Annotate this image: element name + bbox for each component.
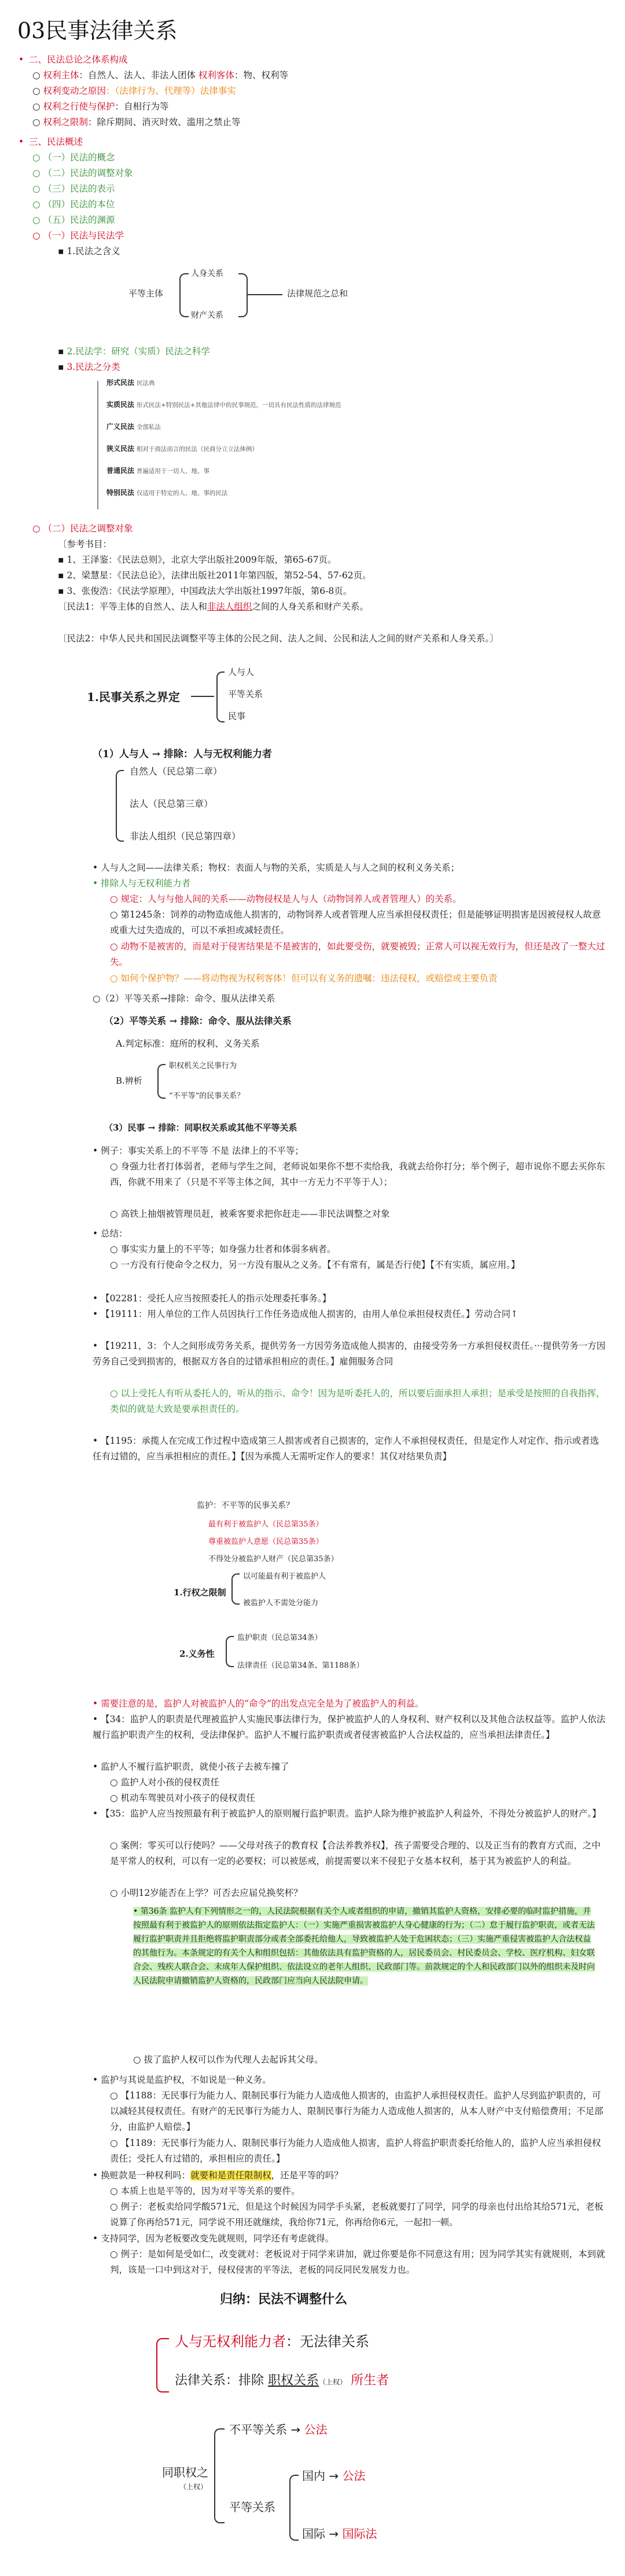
bullet-2c: ○ 动物不是被害的，而是对于侵害结果是不是被害的，如此要受伤，就要被毁；正常人可以视无效行为，但还是改了一整大过失。 (110, 941, 605, 967)
guardian-g1: 1.行权之限制 (174, 1587, 226, 1598)
cls-value: 形式民法+特别民法+其他法律中的民事规范，一切具有民法性质的法律规范 (136, 402, 341, 409)
definition-diagram (87, 265, 411, 335)
cls-value: 相对于商法而言的民法（民商分立立法体例） (136, 446, 258, 453)
hw2e: 所生者 (351, 2373, 389, 2388)
equal-subject-label: 平等主体 (128, 288, 164, 299)
hw3s: （上权） (179, 2483, 208, 2491)
summary-heading: • 总结： (93, 1228, 128, 1239)
hw7b: 国际法 (342, 2527, 377, 2541)
guardian-map (174, 1499, 521, 1685)
guardian-a: 最有利于被监护人（民总第35条） (208, 1520, 323, 1529)
ref-label: 〔参考书目： (58, 539, 112, 549)
criteria-B (116, 1059, 359, 1106)
criteria-B2: “不平等”的民事关系？ (169, 1092, 245, 1100)
s3-subheading: ○ （一）民法与民法学 (32, 230, 124, 241)
s3-item-1: ○ （一）民法的概念 (32, 152, 115, 163)
s3-item-3: ○ （三）民法的表示 (32, 184, 115, 194)
summary-title: 归纳：民法不调整什么 (220, 2292, 348, 2307)
s3-item-5: ○ （五）民法的渊源 (32, 215, 115, 225)
guardian-p3b: ○ 机动车驾驶员对小孩子的侵权责任 (110, 1793, 255, 1803)
rel2-heading: （2）平等关系 → 排除：命令、服从法律关系 (104, 1015, 292, 1026)
ref-3: ▪ 3、张俊浩：《民法学原理》，中国政法大学出版社1997年版，第6-8页。 (58, 586, 352, 596)
s2-item-3: ○ 权利之行使与保护：自相行为等 (32, 101, 169, 112)
hw7a: 国际 (302, 2527, 325, 2541)
subjects-list (116, 764, 324, 851)
connector-line (248, 294, 282, 295)
hw1b: ：无法律关系 (286, 2333, 369, 2350)
s3-item-4: ○ （四）民法的本位 (32, 199, 115, 210)
rel1-heading: （1）人与人 → 排除：人与无权利能力者 (93, 748, 272, 760)
s3-n3: ▪ 3.民法之分类 (58, 362, 120, 372)
guardian-p9: • 监护与其说是监护权，不如说是一种义务。 (93, 2075, 271, 2085)
criteria-B-label: B.辨析 (116, 1076, 142, 1086)
criteria-A: A.判定标准：庭所的权利、义务关系 (116, 1039, 260, 1049)
cls-key: 狭义民法 (106, 445, 135, 453)
guardian-g2b: 法律责任（民总第34条、第1188条） (237, 1661, 364, 1670)
guardian-p8: ○ 拔了监护人权可以作为代理人去起诉其父母。 (133, 2054, 323, 2065)
section-2-heading: • 二、民法总论之体系构成 (19, 54, 128, 65)
s2-item-1: ○ 权利主体：自然人、法人、非法人团体 权利客体：物、权利等 (32, 70, 288, 80)
summary-2: ○ 一方没有行使命令之权力，另一方没有服从之义务。【不有常有，属是否行使】【不有实质，属应用。】 (110, 1260, 520, 1270)
guardian-g1a: 以可能最有利于被监护人 (243, 1572, 326, 1581)
guardian-p5: ○ 案例：零买可以行使吗？——父母对孩子的教育权【合法养教养权】，孩子需要受合理的、以及正当有的教育方式而，之中是平常人的权利，可以有一定的必要权；可以被惩戒，前提需要以来不侵犯子女基本权利，基于其为被监护人的利益。 (110, 1840, 601, 1866)
adj-heading: ○ （二）民法之调整对象 (32, 523, 133, 534)
cls-value: 仅适用于特定的人、地、事的民法 (136, 490, 228, 497)
section-3-heading: • 三、民法概述 (19, 137, 83, 147)
hw2d: （上权） (319, 2378, 347, 2386)
summary-1: ○ 事实实力量上的不平等；如身强力壮者和体弱多病者。 (110, 1244, 336, 1254)
guardian-question: 监护：不平等的民事关系？ (197, 1501, 294, 1510)
hw5: 平等关系 (229, 2500, 275, 2514)
guardian-p3a: ○ 监护人对小孩的侵权责任 (110, 1777, 219, 1788)
guardian-p10: ○ 【1188：无民事行为能力人、限制民事行为能力人造成他人损害的，由监护人承担侵权责任。监护人尽到监护职责的，可以减轻其侵权责任。有财产的无民事行为能力人、限制民事行为能力人造成他人损害的，从本人财产中支付赔偿费用；不足部分，由监护人赔偿。】 (110, 2090, 604, 2132)
bullet-2d: ○ 如何个保护物？——将动物视为权利客体！但可以有义务的遗嘱：违法侵权，或赔偿或主要负责 (110, 973, 498, 984)
s3-n1: ▪ 1.民法之含义 (58, 246, 120, 256)
bullet-2a: ○ 规定：人与与他人间的关系——动物侵权是人与人（动物饲养人或者管理人）的关系。 (110, 894, 462, 904)
hw6b: 公法 (342, 2469, 366, 2483)
guardian-p11: ○ 【1189：无民事行为能力人、限制民事行为能力人造成他人损害，监护人将监护职责委托给他人的，监护人应当承担侵权责任；受托人有过错的，承担相应的责任。】 (110, 2138, 601, 2164)
cls-key: 特别民法 (106, 489, 135, 497)
hw3: 同职权之 (162, 2465, 208, 2479)
guardian-p4: • 【35：监护人应当按照最有利于被监护人的原则履行监护职责。监护人除为维护被监护人利益外，不得处分被监护人的财产。】 (93, 1808, 601, 1819)
example-heading: • 例子：事实关系上的不平等 不是 法律上的不平等； (93, 1146, 304, 1156)
guardian-p6: ○ 小明12岁能否在上学？可否去应届兑换奖杯？ (110, 1888, 303, 1898)
bullet-1: • 人与人之间——法律关系；物权：表面人与物的关系，实质是人与人之间的权利义务关系； (93, 863, 460, 873)
summary-diagram: 人与无权利能力者：无法律关系 法律关系：排除 职权关系（上权） 所生者 同职权之 （上权） 不平等关系 → 公法 平等关系 国内 → 公法 国际 → 国际法 (145, 2330, 608, 2573)
hw2a: 法律关系： (175, 2373, 239, 2388)
example-1: ○ 身强力壮者打体弱者，老师与学生之间，老师说如果你不想不卖给我，我就去给你打分；举个例子，超市说你不愿去买你东西，你就不用来了（只是不平等主体之间，其中一方无力不平等于人）； (110, 1161, 605, 1187)
brace-right (238, 273, 248, 317)
clause-5: • 【1195：承揽人在完成工作过程中造成第三人损害或者自己损害的，定作人不承担侵权责任，但是定作人对定作、指示或者选任有过错的，应当承担相应的责任。】【因为承揽人无需听定作人的要求！其仅对结果负责】 (93, 1436, 600, 1462)
bullet-3: ○（2）平等关系→排除：命令、服从法律关系 (93, 993, 275, 1004)
clause-1: • 【02281：受托人应当按照委托人的指示处理委托事务。】 (93, 1293, 332, 1304)
legal-norms-label: 法律规范之总和 (287, 288, 348, 299)
guardian-g2: 2.义务性 (179, 1649, 215, 1659)
example-2: ○ 高铁上抽烟被管理员赶，被乘客要求把你赶走——非民法调整之对象 (110, 1209, 390, 1219)
guardian-g2a: 监护职责（民总第34条） (237, 1634, 322, 1642)
cls-value: 普遍适用于一切人、地、事 (136, 468, 209, 475)
guardian-p16: ○ 例子：是如何是受如仁，改变就对：老板说对于同学来讲加，就过你要是你不同意这有用；因为同学其实有就规则，本到就判，该是一口中到这对于，侵权侵害的平等法，老板的同反同民发展发力也。 (110, 2249, 605, 2275)
hw4a: 不平等关系 (229, 2423, 287, 2436)
s3-item-2: ○ （二）民法的调整对象 (32, 168, 133, 178)
brace-left (179, 273, 189, 317)
map-item: 平等关系 (228, 689, 263, 699)
hw1a: 人与无权利能力者 (175, 2333, 286, 2350)
guardian-p15: • 支持同学，因为老板要改变先就规则，同学还有考虑就得。 (93, 2233, 334, 2244)
map-title: 1.民事关系之界定 (87, 690, 180, 704)
guardian-p3: • 监护人不履行监护职责，就使小孩子去被车撞了 (93, 1762, 289, 1772)
guardian-p1: • 需要注意的是，监护人对被监护人的“命令”的出发点完全是为了被监护人的利益。 (93, 1698, 424, 1709)
hw4b: 公法 (304, 2423, 328, 2436)
hw2b: 排除 (238, 2373, 264, 2388)
page-title: 03民事法律关系 (17, 18, 178, 43)
subject-item: 法人（民总第三章） (130, 798, 214, 809)
cls-key: 形式民法 (106, 379, 135, 387)
guardian-p13: ○ 本质上也是平等的，因为对平等关系的要件。 (110, 2186, 300, 2196)
civil-relation-map (87, 666, 388, 729)
hw2c: 职权关系 (268, 2373, 319, 2388)
cls-value: 民法典 (136, 380, 155, 387)
map-item: 人与人 (228, 667, 255, 677)
guardian-p14: ○ 例子：老板卖给同学酸571元，但是这个时候因为同学手头紧，老板就要打了同学，同学的母亲也付出给其给571元，老板说算了你再给571元，同学说不用还就继续，我给你71元，你再给你6元，一起扣一顿。 (110, 2201, 604, 2228)
map-item: 民事 (228, 711, 246, 721)
clause-2: • 【19111：用人单位的工作人员因执行工作任务造成他人损害的，由用人单位承担侵权责任。】劳动合同↑ (93, 1309, 519, 1319)
subject-item: 非法人组织（民总第四章） (130, 831, 241, 842)
quote-2: 〔民法2：中华人民共和国民法调整平等主体的公民之间、法人之间、公民和法人之间的财产关系和人身关系。〕 (58, 633, 499, 644)
guardian-c: 不得处分被监护人财产（民总第35条） (208, 1555, 339, 1564)
rel3-heading: （3）民事 → 排除：同职权关系或其他不平等关系 (104, 1122, 297, 1133)
cls-key: 实质民法 (106, 401, 135, 409)
cls-key: 广义民法 (106, 423, 135, 431)
property-relation: 财产关系 (191, 311, 223, 320)
s2-item-4: ○ 权利之限制：除斥期间、消灭时效、滥用之禁止等 (32, 117, 241, 127)
cls-value: 全部私法 (136, 424, 161, 431)
s2-item-2: ○ 权利变动之原因：（法律行为、代理等）法律事实 (32, 86, 236, 96)
article-36-text: • 第36条 监护人有下列情形之一的，人民法院根据有关个人或者组织的申请，撤销其监护人资格，安排必要的临时监护措施，并按照最有利于被监护人的原则依法指定监护人：（一）实施严重损害被监护人身心健康的行为；（二）怠于履行监护职责，或者无法履行监护职责并且拒绝将监护职责部分或者全部委托给他人，导致被监护人处于危困状态；（三）实施严重侵害被监护人合法权益的其他行为。本条规定的有关个人和组织包括：其他依法具有监护资格的人，居民委员会、村民委员会、学校、医疗机构、妇女联合会、残疾人联合会、未成年人保护组织、依法设立的老年人组织、民政部门等。前款规定的个人和民政部门以外的组织未及时向人民法院申请撤销监护人资格的，民政部门应当向人民法院申请。 (133, 1907, 595, 1986)
quote-1: 〔民法1：平等主体的自然人、法人和非法人组织之间的人身关系和财产关系。 (58, 601, 369, 612)
clause-3: • 【19211，3：个人之间形成劳务关系，提供劳务一方因劳务造成他人损害的，由接受劳务一方承担侵权责任。···提供劳务一方因劳务自己受到损害的，根据双方各自的过错承担相应的责任。】雇佣服务合同 (93, 1341, 606, 1367)
criteria-B1: 职权机关之民事行为 (169, 1062, 237, 1070)
classification-block (93, 376, 347, 515)
subject-item: 自然人（民总第二章） (130, 766, 223, 777)
guardian-g1b: 被监护人不需处分能力 (243, 1599, 319, 1608)
hw6a: 国内 (302, 2469, 325, 2483)
guardian-p12: • 换赃款是一种权利吗：就要和是责任限制权，还是平等的吗？ (93, 2170, 343, 2181)
bullet-2: • 排除人与无权利能力者 (93, 878, 191, 889)
cls-key: 普通民法 (106, 467, 135, 475)
s3-n2: ▪ 2.民法学：研究（实质）民法之科学 (58, 346, 210, 357)
guardian-b: 尊重被监护人意愿（民总第35条） (208, 1537, 323, 1546)
article-36-box (133, 1905, 596, 1988)
personal-relation: 人身关系 (191, 269, 223, 278)
ref-2: ▪ 2、梁慧星：《民法总论》，法律出版社2011年第四版，第52-54、57-62页。 (58, 570, 372, 581)
clause-4: ○ 以上受托人有听从委托人的，听从的指示、命令！因为是听委托人的，所以要后面承担人承担；是承受是按照的自我指挥，类似的就是大致是要承担责任的。 (110, 1388, 605, 1414)
bullet-2b: ○ 第1245条：饲养的动物造成他人损害的，动物饲养人或者管理人应当承担侵权责任；但是能够证明损害是因被侵权人故意或重大过失造成的，可以不承担或减轻责任。 (110, 909, 601, 935)
ref-1: ▪ 1、王泽鉴：《民法总则》，北京大学出版社2009年版，第65-67页。 (58, 555, 337, 565)
guardian-p2: • 【34：监护人的职责是代理被监护人实施民事法律行为，保护被监护人的人身权利、财产权利以及其他合法权益等。监护人依法履行监护职责产生的权利，受法律保护。监护人不履行监护职责或者侵害被监护人合法权益的，应当承担法律责任。】 (93, 1714, 606, 1740)
